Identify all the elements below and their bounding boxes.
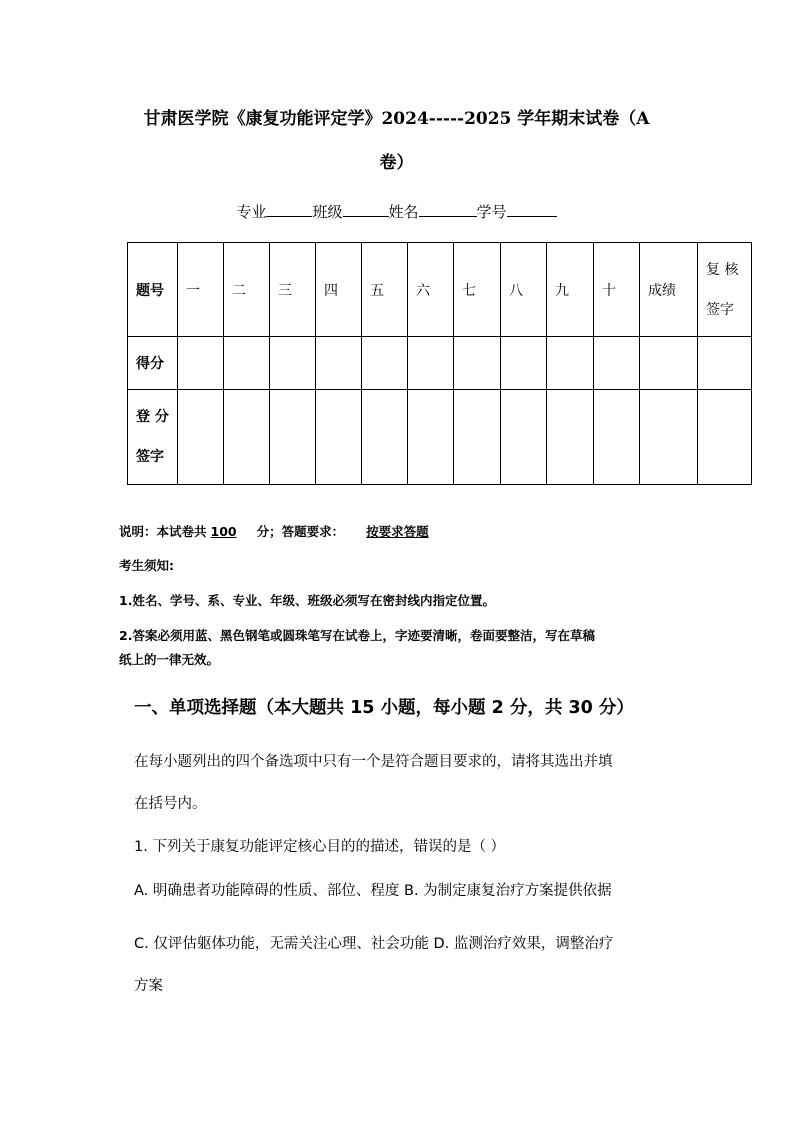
review-label: 复 核 xyxy=(706,261,739,278)
sign-cell[interactable] xyxy=(698,390,752,485)
row-label: 得分 xyxy=(128,337,178,390)
sign-label: 登 分 xyxy=(136,409,169,425)
question-stem: 1. 下列关于康复功能评定核心目的的描述，错误的是（ ） xyxy=(134,839,506,855)
sign-cell[interactable] xyxy=(362,390,408,485)
score-cell[interactable] xyxy=(547,337,594,390)
header-cell: 十 xyxy=(594,243,640,337)
score-cell[interactable] xyxy=(178,337,224,390)
header-cell: 二 xyxy=(224,243,270,337)
section-instructions: 在每小题列出的四个备选项中只有一个是符合题目要求的，请将其选出并填 xyxy=(134,754,613,770)
header-cell: 四 xyxy=(316,243,362,337)
sign-cell[interactable] xyxy=(178,390,224,485)
id-label: 学号 xyxy=(476,203,507,221)
desc-prefix: 说明：本试卷共 xyxy=(119,524,207,539)
review-label-2: 签字 xyxy=(706,301,734,318)
header-cell: 一 xyxy=(178,243,224,337)
sign-cell[interactable] xyxy=(408,390,454,485)
sign-cell[interactable] xyxy=(316,390,362,485)
sign-cell[interactable] xyxy=(594,390,640,485)
question-options-cd-cont: 方案 xyxy=(134,978,163,994)
class-label: 班级 xyxy=(312,203,343,221)
score-cell[interactable] xyxy=(224,337,270,390)
header-cell: 八 xyxy=(501,243,547,337)
sign-cell[interactable] xyxy=(640,390,698,485)
notice-title: 考生须知: xyxy=(119,558,174,573)
header-cell: 三 xyxy=(270,243,316,337)
exam-description xyxy=(119,518,491,546)
header-cell: 七 xyxy=(454,243,501,337)
table-row-score xyxy=(128,337,752,390)
score-cell[interactable] xyxy=(316,337,362,390)
major-field[interactable] xyxy=(266,201,312,217)
student-info xyxy=(0,201,793,222)
notice-item-2-cont: 纸上的一律无效。 xyxy=(119,652,220,667)
header-cell: 九 xyxy=(547,243,594,337)
score-cell[interactable] xyxy=(270,337,316,390)
sign-cell[interactable] xyxy=(224,390,270,485)
desc-mid: 分；答题要求： xyxy=(256,524,345,539)
header-cell: 成绩 xyxy=(640,243,698,337)
row-label xyxy=(128,390,178,485)
score-cell[interactable] xyxy=(454,337,501,390)
header-cell-review xyxy=(698,243,752,337)
sign-cell[interactable] xyxy=(547,390,594,485)
header-cell: 六 xyxy=(408,243,454,337)
sign-label-2: 签字 xyxy=(136,449,164,465)
exam-title-cont: 卷） xyxy=(379,153,414,173)
total-score: 100 xyxy=(210,524,237,539)
table-row-sign xyxy=(128,390,752,485)
class-field[interactable] xyxy=(343,201,389,217)
score-table xyxy=(127,242,752,485)
score-cell[interactable] xyxy=(501,337,547,390)
notice-item-2: 2.答案必须用蓝、黑色钢笔或圆珠笔写在试卷上，字迹要清晰，卷面要整洁，写在草稿 xyxy=(119,628,595,643)
name-field[interactable] xyxy=(419,201,477,217)
exam-title: 甘肃医学院《康复功能评定学》2024-----2025 学年期末试卷（A xyxy=(143,109,650,129)
id-field[interactable] xyxy=(507,201,557,217)
section-heading: 一、单项选择题（本大题共 15 小题，每小题 2 分，共 30 分） xyxy=(134,698,634,718)
score-cell[interactable] xyxy=(408,337,454,390)
requirement: 按要求答题 xyxy=(366,524,429,539)
header-cell: 五 xyxy=(362,243,408,337)
notice-item-1: 1.姓名、学号、系、专业、年级、班级必须写在密封线内指定位置。 xyxy=(119,593,495,608)
section-instructions-cont: 在括号内。 xyxy=(134,796,207,812)
score-cell[interactable] xyxy=(640,337,698,390)
sign-cell[interactable] xyxy=(454,390,501,485)
header-cell: 题号 xyxy=(128,243,178,337)
sign-cell[interactable] xyxy=(270,390,316,485)
score-cell[interactable] xyxy=(698,337,752,390)
name-label: 姓名 xyxy=(388,203,419,221)
table-row-header xyxy=(128,243,752,337)
major-label: 专业 xyxy=(236,203,267,221)
question-options-ab: A. 明确患者功能障碍的性质、部位、程度 B. 为制定康复治疗方案提供依据 xyxy=(134,883,612,899)
score-cell[interactable] xyxy=(362,337,408,390)
sign-cell[interactable] xyxy=(501,390,547,485)
question-options-cd: C. 仅评估躯体功能，无需关注心理、社会功能 D. 监测治疗效果，调整治疗 xyxy=(134,936,614,952)
score-cell[interactable] xyxy=(594,337,640,390)
